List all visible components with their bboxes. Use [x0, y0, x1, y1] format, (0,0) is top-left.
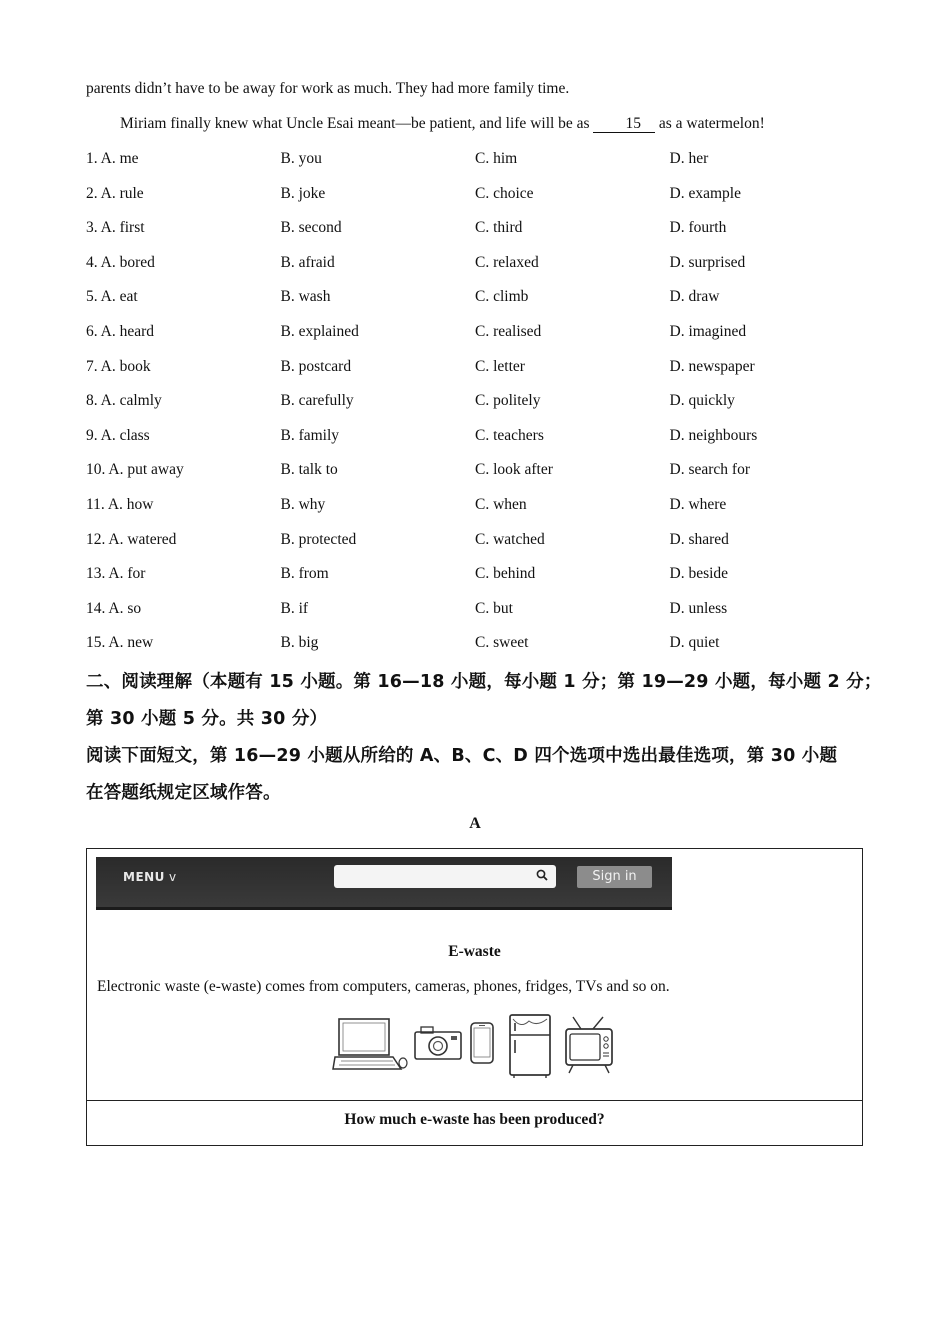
option-a: 13. A. for	[86, 565, 146, 583]
section-heading-line-1: 二、阅读理解（本题有 15 小题。第 16—18 小题，每小题 1 分；第 19—29 小题，每小题 2 分；	[86, 672, 882, 692]
option-row	[86, 427, 866, 462]
option-a: 11. A. how	[86, 495, 154, 513]
option-row	[86, 461, 866, 496]
option-d: D. her	[669, 150, 709, 167]
option-d: D. imagined	[669, 322, 747, 340]
option-a: 6. A. heard	[86, 322, 155, 340]
option-a: 1. A. me	[86, 150, 139, 167]
option-d: D. quickly	[669, 392, 735, 410]
option-row	[86, 288, 866, 323]
section-heading-line-2: 第 30 小题 5 分。共 30 分）	[86, 709, 328, 729]
option-c: C. teachers	[475, 426, 544, 444]
option-row	[86, 219, 866, 254]
option-c: C. when	[475, 495, 527, 513]
device-icons	[331, 1013, 631, 1079]
option-d: D. unless	[669, 599, 728, 617]
option-c: C. relaxed	[475, 253, 539, 271]
box-divider	[87, 1100, 862, 1101]
option-a: 14. A. so	[86, 599, 142, 617]
option-b: B. talk to	[280, 461, 338, 479]
option-c: C. climb	[475, 288, 529, 306]
option-c: C. him	[475, 150, 518, 167]
option-c: C. look after	[475, 461, 553, 479]
option-c: C. politely	[475, 392, 541, 410]
option-d: D. where	[669, 495, 727, 513]
option-b: B. big	[280, 634, 319, 652]
fridge-icon	[507, 1013, 553, 1079]
tv-icon	[563, 1015, 617, 1075]
option-a: 9. A. class	[86, 426, 150, 444]
option-b: B. afraid	[280, 253, 335, 271]
search-input[interactable]	[334, 865, 556, 888]
option-c: C. choice	[475, 184, 534, 202]
options-list	[86, 150, 866, 669]
option-row	[86, 150, 866, 185]
menu-label: MENU	[123, 870, 165, 884]
option-b: B. you	[280, 150, 322, 167]
webpage-box	[86, 848, 863, 1146]
passage-line-1: parents didn’t have to be away for work as much. They had more family time.	[86, 80, 570, 97]
option-b: B. family	[280, 426, 340, 444]
option-c: C. behind	[475, 565, 536, 583]
section-question: How much e-waste has been produced?	[344, 1111, 605, 1128]
option-row	[86, 634, 866, 669]
article-title: E-waste	[448, 943, 501, 960]
option-row	[86, 185, 866, 220]
passage-line-2-text: Miriam finally knew what Uncle Esai meant—be patient, and life will be as	[120, 115, 590, 132]
option-a: 10. A. put away	[86, 461, 184, 479]
option-b: B. postcard	[280, 357, 352, 375]
option-a: 12. A. watered	[86, 530, 177, 548]
phone-icon	[469, 1021, 495, 1065]
passage-line-2	[120, 115, 765, 133]
option-b: B. carefully	[280, 392, 354, 410]
option-d: D. search for	[669, 461, 750, 479]
option-d: D. quiet	[669, 634, 720, 652]
option-row	[86, 565, 866, 600]
passage-line-2-end: as a watermelon!	[658, 115, 765, 132]
option-a: 15. A. new	[86, 634, 154, 652]
section-instruction-line-1: 阅读下面短文，第 16—29 小题从所给的 A、B、C、D 四个选项中选出最佳选项，第 30 小题	[86, 746, 838, 766]
chevron-down-icon: v	[168, 870, 177, 884]
camera-icon	[413, 1025, 463, 1061]
menu-button[interactable]	[123, 870, 177, 884]
option-c: C. sweet	[475, 634, 529, 652]
passage-label: A	[469, 815, 481, 832]
option-b: B. explained	[280, 322, 359, 340]
option-c: C. but	[475, 599, 513, 617]
option-b: B. wash	[280, 288, 331, 306]
option-a: 2. A. rule	[86, 184, 144, 202]
computer-icon	[331, 1017, 409, 1077]
nav-bar	[96, 857, 672, 910]
option-row	[86, 323, 866, 358]
section-instruction-line-2: 在答题纸规定区域作答。	[86, 783, 281, 803]
option-a: 5. A. eat	[86, 288, 138, 306]
option-d: D. example	[669, 184, 741, 202]
answer-blank-15: 15	[593, 116, 655, 133]
option-b: B. second	[280, 219, 342, 237]
option-d: D. newspaper	[669, 357, 755, 375]
option-a: 3. A. first	[86, 219, 145, 237]
option-row	[86, 392, 866, 427]
option-d: D. beside	[669, 565, 729, 583]
option-c: C. watched	[475, 530, 545, 548]
option-row	[86, 358, 866, 393]
option-d: D. fourth	[669, 219, 727, 237]
option-row	[86, 496, 866, 531]
option-d: D. neighbours	[669, 426, 758, 444]
option-c: C. third	[475, 219, 523, 237]
option-b: B. if	[280, 599, 309, 617]
option-c: C. realised	[475, 322, 542, 340]
option-a: 4. A. bored	[86, 253, 155, 271]
option-row	[86, 254, 866, 289]
option-b: B. joke	[280, 184, 326, 202]
option-d: D. surprised	[669, 253, 746, 271]
search-icon[interactable]	[536, 869, 548, 881]
option-d: D. draw	[669, 288, 720, 306]
option-a: 8. A. calmly	[86, 392, 162, 410]
option-c: C. letter	[475, 357, 525, 375]
option-row	[86, 531, 866, 566]
option-b: B. why	[280, 495, 326, 513]
option-b: B. protected	[280, 530, 357, 548]
article-description: Electronic waste (e-waste) comes from computers, cameras, phones, fridges, TVs and so on.	[97, 978, 670, 995]
sign-in-button[interactable]: Sign in	[577, 866, 652, 888]
option-d: D. shared	[669, 530, 729, 548]
option-a: 7. A. book	[86, 357, 151, 375]
option-row	[86, 600, 866, 635]
option-b: B. from	[280, 565, 329, 583]
